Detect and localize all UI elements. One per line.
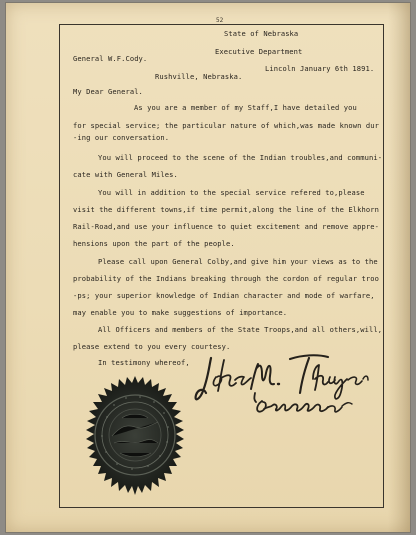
page-number: 52 xyxy=(216,17,224,24)
body-line: probability of the Indians breaking through the cordon of regular troo xyxy=(73,274,379,283)
body-line: cate with General Miles. xyxy=(73,170,178,179)
body-line: -ps; your superior knowledge of Indian character and mode of warfare, xyxy=(73,291,375,300)
addressee-location: Rushville, Nebraska. xyxy=(155,72,243,81)
body-line: visit the different towns,if time permit,along the line of the Elkhorn xyxy=(73,205,379,214)
state-seal-icon xyxy=(72,375,198,501)
body-line: You will in addition to the special service refered to,please xyxy=(98,188,365,197)
body-line: Rail-Road,and use your influence to quiet excitement and remove appre- xyxy=(73,222,379,231)
body-line: Please call upon General Colby,and give him your views as to the xyxy=(98,257,378,266)
addressee-name: General W.F.Cody. xyxy=(73,54,148,63)
letter-date: Lincoln January 6th 1891. xyxy=(265,64,375,73)
body-line: As you are a member of my Staff,I have detailed you xyxy=(134,103,357,112)
body-line: All Officers and members of the State Troops,and all others,will, xyxy=(98,325,383,334)
closing-line: In testimony whereof, xyxy=(98,358,190,367)
body-line: hensions upon the part of the people. xyxy=(73,239,235,248)
letter-page xyxy=(6,3,410,532)
governor-signature xyxy=(192,349,372,425)
department-heading: Executive Department xyxy=(215,47,303,56)
state-heading: State of Nebraska xyxy=(224,29,299,38)
body-line: You will proceed to the scene of the Indian troubles,and communi- xyxy=(98,153,383,162)
body-line: please extend to you every courtesy. xyxy=(73,342,231,351)
body-line: may enable you to make suggestions of importance. xyxy=(73,308,288,317)
body-line: -ing our conversation. xyxy=(73,133,170,142)
salutation: My Dear General. xyxy=(73,87,143,96)
body-line: for special service; the particular nature of which,was made known dur xyxy=(73,121,379,130)
